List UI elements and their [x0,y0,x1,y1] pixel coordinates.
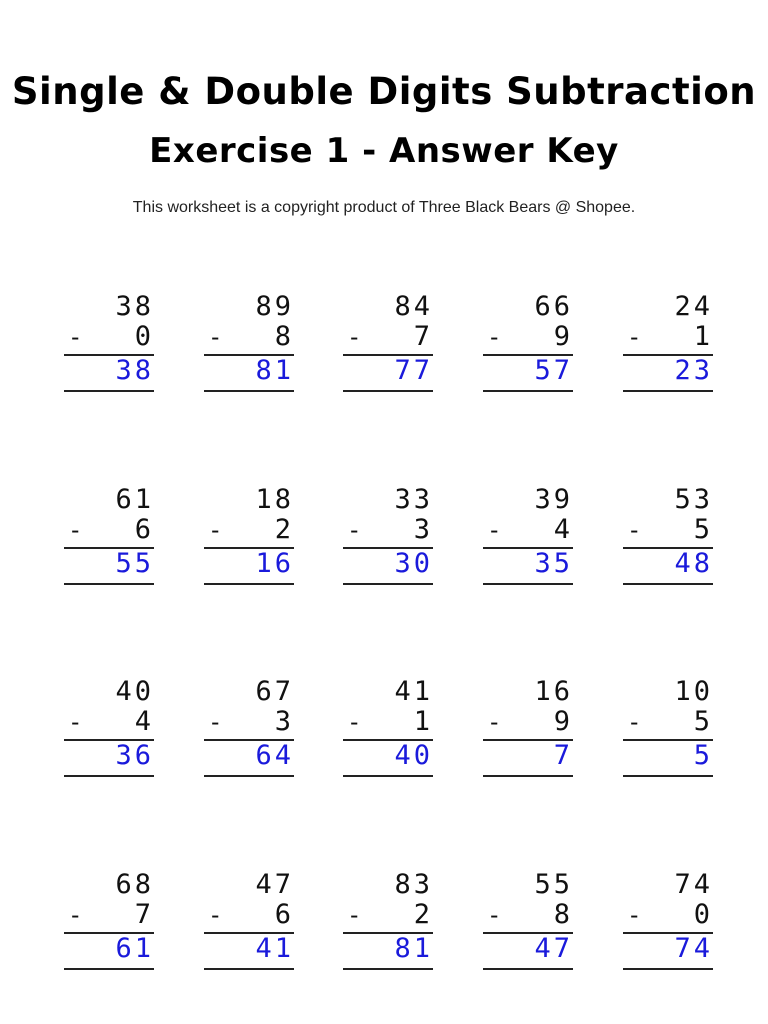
subtrahend: 2 [413,899,433,930]
subtraction-problem [623,485,713,595]
answer-underline [64,390,154,392]
minus-sign: - [68,708,83,736]
minuend: 39 [534,484,573,515]
minuend: 61 [115,484,154,515]
subtrahend: 6 [274,899,294,930]
minuend: 40 [115,676,154,707]
subtrahend: 0 [134,321,154,352]
subtraction-problem [483,677,573,787]
answer: 35 [534,548,573,579]
minus-sign: - [627,901,642,929]
answer: 61 [115,933,154,964]
minus-sign: - [627,516,642,544]
subtrahend: 9 [553,321,573,352]
minuend: 18 [255,484,294,515]
minuend: 41 [394,676,433,707]
minuend: 16 [534,676,573,707]
subtrahend: 4 [134,706,154,737]
answer: 36 [115,740,154,771]
minuend: 89 [255,291,294,322]
answer-underline [64,775,154,777]
minuend: 83 [394,869,433,900]
answer-underline [623,968,713,970]
subtraction-problem [623,677,713,787]
minuend: 66 [534,291,573,322]
answer: 48 [674,548,713,579]
minuend: 53 [674,484,713,515]
subtraction-problem [204,292,294,402]
answer: 57 [534,355,573,386]
subtrahend: 8 [274,321,294,352]
minuend: 68 [115,869,154,900]
subtraction-problem [343,485,433,595]
subtraction-problem [623,292,713,402]
answer: 81 [255,355,294,386]
copyright-notice: This worksheet is a copyright product of Three Black Bears @ Shopee. [132,199,636,216]
worksheet-subtitle-heading: Exercise 1 - Answer Key [149,131,619,171]
answer: 30 [394,548,433,579]
subtraction-problem [343,677,433,787]
subtrahend: 5 [693,514,713,545]
minuend: 24 [674,291,713,322]
answer: 64 [255,740,294,771]
answer-underline [623,583,713,585]
subtrahend: 4 [553,514,573,545]
minus-sign: - [68,323,83,351]
subtrahend: 9 [553,706,573,737]
subtrahend: 6 [134,514,154,545]
minus-sign: - [208,323,223,351]
subtrahend: 7 [134,899,154,930]
subtraction-problem [343,870,433,980]
subtraction-problem [64,677,154,787]
answer: 16 [255,548,294,579]
minuend: 74 [674,869,713,900]
answer-underline [483,390,573,392]
subtraction-problem [64,292,154,402]
answer-underline [343,390,433,392]
subtrahend: 1 [413,706,433,737]
subtraction-problem [204,485,294,595]
subtraction-problem [64,870,154,980]
answer-underline [483,775,573,777]
answer: 77 [394,355,433,386]
subtraction-problem [343,292,433,402]
answer-underline [204,968,294,970]
answer-underline [204,390,294,392]
answer-underline [623,390,713,392]
minuend: 38 [115,291,154,322]
answer: 74 [674,933,713,964]
minuend: 67 [255,676,294,707]
answer-underline [204,775,294,777]
minus-sign: - [347,323,362,351]
minus-sign: - [487,708,502,736]
worksheet-title: Single & Double Digits Subtraction [11,70,757,113]
minus-sign: - [347,516,362,544]
minus-sign: - [68,516,83,544]
answer-underline [483,968,573,970]
minus-sign: - [487,516,502,544]
answer: 23 [674,355,713,386]
minus-sign: - [208,708,223,736]
answer-underline [64,968,154,970]
answer: 7 [553,740,573,771]
subtraction-problem [623,870,713,980]
subtrahend: 5 [693,706,713,737]
subtrahend: 3 [413,514,433,545]
answer: 41 [255,933,294,964]
answer: 38 [115,355,154,386]
minuend: 10 [674,676,713,707]
answer-underline [343,775,433,777]
answer-underline [343,583,433,585]
minuend: 55 [534,869,573,900]
minuend: 47 [255,869,294,900]
minus-sign: - [627,323,642,351]
minuend: 84 [394,291,433,322]
minus-sign: - [68,901,83,929]
subtrahend: 2 [274,514,294,545]
answer-underline [343,968,433,970]
minus-sign: - [487,323,502,351]
answer: 55 [115,548,154,579]
subtraction-problem [483,870,573,980]
minus-sign: - [347,901,362,929]
subtrahend: 1 [693,321,713,352]
minus-sign: - [208,901,223,929]
answer-underline [483,583,573,585]
subtraction-problem [483,292,573,402]
subtraction-problem [204,870,294,980]
answer: 40 [394,740,433,771]
subtraction-problem [483,485,573,595]
minus-sign: - [487,901,502,929]
subtraction-problem [64,485,154,595]
subtraction-problem [204,677,294,787]
minus-sign: - [347,708,362,736]
subtrahend: 8 [553,899,573,930]
answer-underline [64,583,154,585]
answer-underline [204,583,294,585]
minus-sign: - [208,516,223,544]
answer: 5 [693,740,713,771]
minuend: 33 [394,484,433,515]
subtrahend: 7 [413,321,433,352]
subtrahend: 3 [274,706,294,737]
minus-sign: - [627,708,642,736]
answer-underline [623,775,713,777]
answer: 81 [394,933,433,964]
subtrahend: 0 [693,899,713,930]
answer: 47 [534,933,573,964]
